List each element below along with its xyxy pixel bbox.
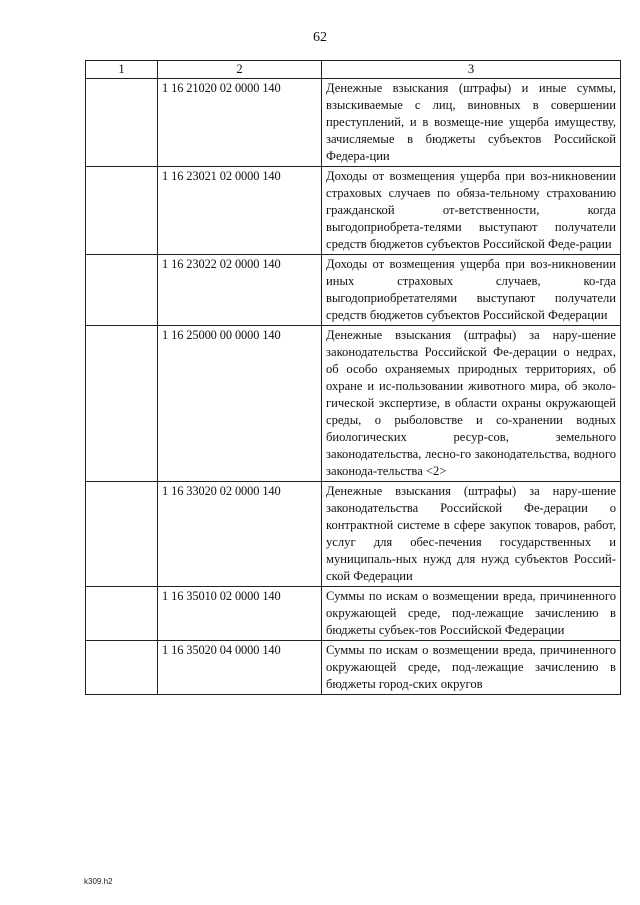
description-cell: Денежные взыскания (штрафы) за нару-шение законодательства Российской Фе-дерации о контрактной системе в сфере закупок товаров, работ, услуг для обес-печения государственных и муниципаль-ных нужд для нужд субъектов Россий-ской Федерации [322, 482, 621, 587]
budget-code-cell: 1 16 21020 02 0000 140 [158, 79, 322, 167]
description-cell: Денежные взыскания (штрафы) и иные суммы, взыскиваемые с лиц, виновных в совершении преступлений, и в возмеще-ние ущерба имуществу, зачисляемые в бюджеты субъектов Российской Федера-ции [322, 79, 621, 167]
row-index-cell [86, 482, 158, 587]
budget-code-cell: 1 16 23021 02 0000 140 [158, 167, 322, 255]
page-number: 62 [313, 30, 327, 45]
table-row [86, 167, 621, 255]
table-row [86, 255, 621, 326]
column-header-1: 1 [86, 61, 158, 79]
description-cell: Доходы от возмещения ущерба при воз-никновении страховых случаев по обяза-тельному страхованию гражданской от-ветственности, когда выгодоприобрета-телями выступают получатели средств бюджетов субъектов Российской Феде-рации [322, 167, 621, 255]
table-row [86, 587, 621, 641]
budget-code-cell: 1 16 23022 02 0000 140 [158, 255, 322, 326]
table-row [86, 326, 621, 482]
row-index-cell [86, 326, 158, 482]
table-row [86, 482, 621, 587]
table-header-row [86, 61, 621, 79]
row-index-cell [86, 167, 158, 255]
row-index-cell [86, 79, 158, 167]
description-cell: Суммы по искам о возмещении вреда, причиненного окружающей среде, под-лежащие зачислению в бюджеты город-ских округов [322, 641, 621, 695]
description-cell: Суммы по искам о возмещении вреда, причиненного окружающей среде, под-лежащие зачислению в бюджеты субъек-тов Российской Федерации [322, 587, 621, 641]
description-cell: Денежные взыскания (штрафы) за нару-шение законодательства Российской Фе-дерации о недрах, об особо охраняемых природных территориях, об охране и ис-пользовании животного мира, об эколо-гической экспертизе, в области охраны окружающей среды, о рыболовстве и со-хранении водных биологических ресур-сов, земельного законодательства, лесно-го законодательства, водного законода-тельства <2> [322, 326, 621, 482]
description-cell: Доходы от возмещения ущерба при воз-никновении иных страховых случаев, ко-гда выгодоприобретателями выступают получатели средств бюджетов субъектов Российской Федерации [322, 255, 621, 326]
table-row [86, 79, 621, 167]
column-header-2: 2 [158, 61, 322, 79]
budget-code-cell: 1 16 35020 04 0000 140 [158, 641, 322, 695]
column-header-3: 3 [322, 61, 621, 79]
row-index-cell [86, 641, 158, 695]
budget-code-cell: 1 16 33020 02 0000 140 [158, 482, 322, 587]
budget-code-cell: 1 16 35010 02 0000 140 [158, 587, 322, 641]
row-index-cell [86, 255, 158, 326]
table-row [86, 641, 621, 695]
revenue-codes-table [85, 60, 621, 695]
footer-file-code: k309.h2 [84, 877, 113, 886]
row-index-cell [86, 587, 158, 641]
budget-code-cell: 1 16 25000 00 0000 140 [158, 326, 322, 482]
